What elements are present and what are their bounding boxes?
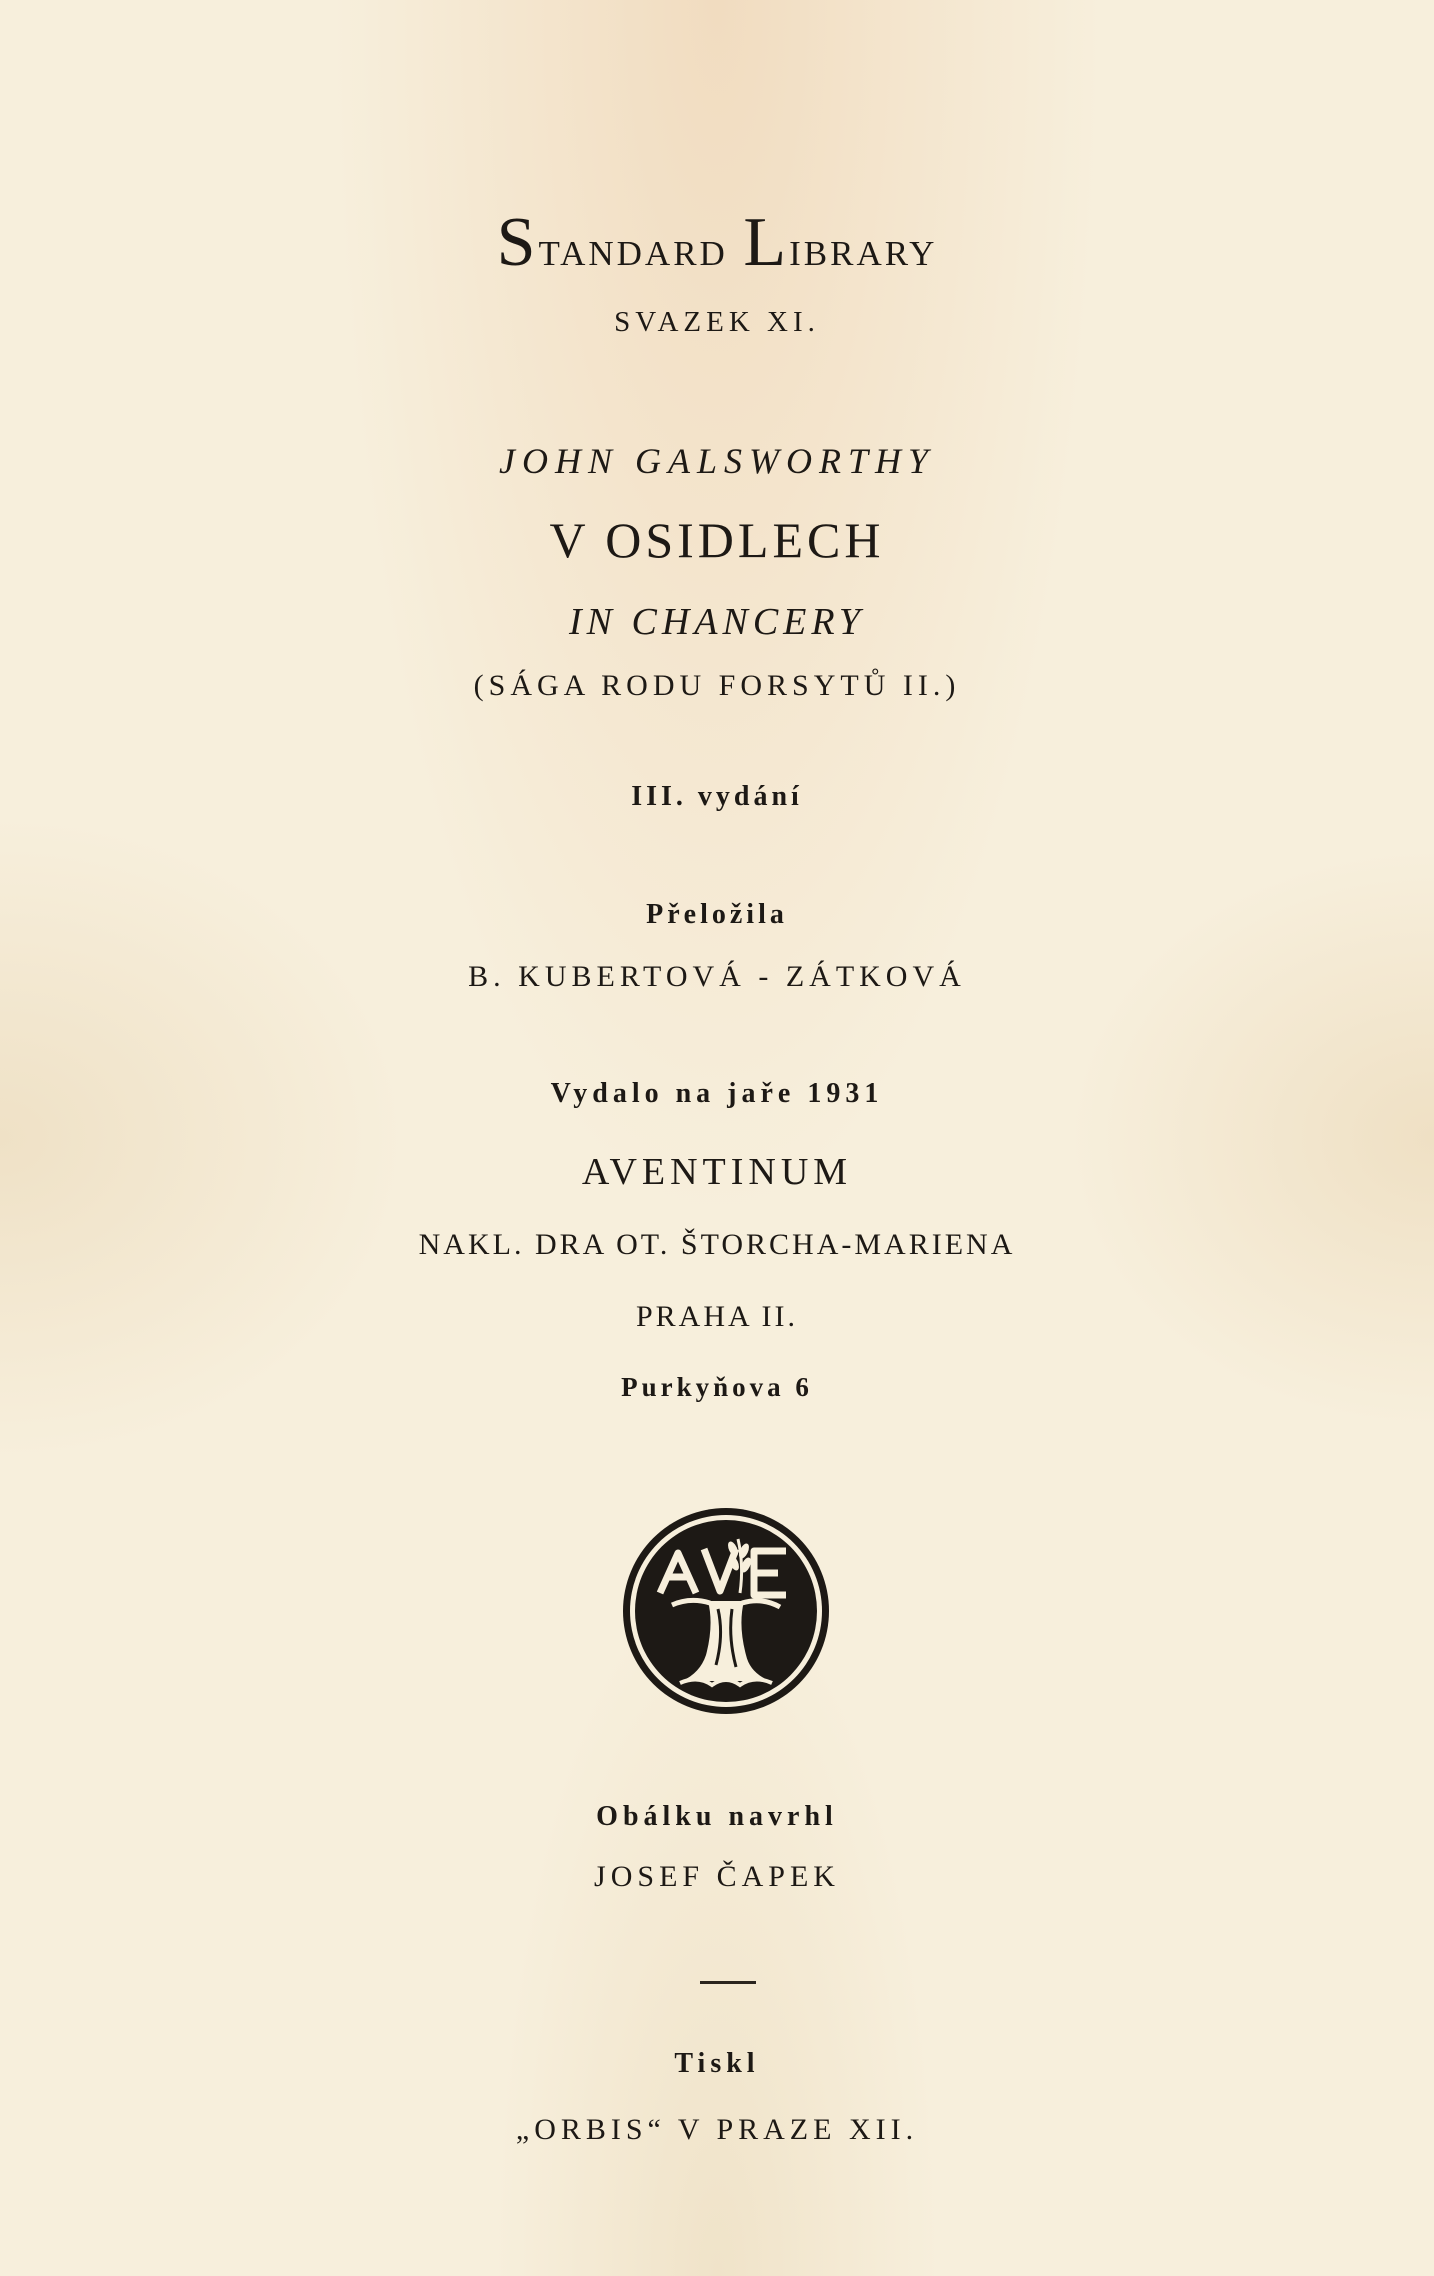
series-title-word-2: ibrary [789,220,938,276]
cover-designed-by-label: Obálku navrhl [596,1801,838,1832]
translated-by-label: Přeložila [646,899,788,930]
printer-name: „ORBIS“ V PRAZE XII. [515,2113,919,2146]
book-title: V OSIDLECH [549,512,885,568]
volume-number: SVAZEK XI. [614,306,820,338]
publisher-city: PRAHA II. [635,1300,798,1333]
author-name: JOHN GALSWORTHY [498,441,935,481]
divider-rule [700,1981,756,1984]
series-title-word-1: tandard [538,220,728,276]
printed-by-label: Tiskl [674,2048,760,2079]
cover-artist-name: JOSEF ČAPEK [594,1860,840,1893]
series-title [0,204,1434,281]
series-title-cap-1: S [496,204,539,281]
publisher-imprint: NAKL. DRA OT. ŠTORCHA-MARIENA [418,1228,1016,1261]
translator-name: B. KUBERTOVÁ - ZÁTKOVÁ [468,960,966,993]
original-title: IN CHANCERY [568,601,866,643]
edition: III. vydání [631,781,803,812]
saga-subtitle: (SÁGA RODU FORSYTŮ II.) [473,669,961,702]
series-title-cap-2: L [743,204,790,281]
publication-date: Vydalo na jaře 1931 [550,1078,884,1109]
publisher-address: Purkyňova 6 [621,1372,813,1402]
publisher-name: AVENTINUM [581,1151,853,1193]
aventinum-tree-emblem-icon [620,1505,832,1717]
